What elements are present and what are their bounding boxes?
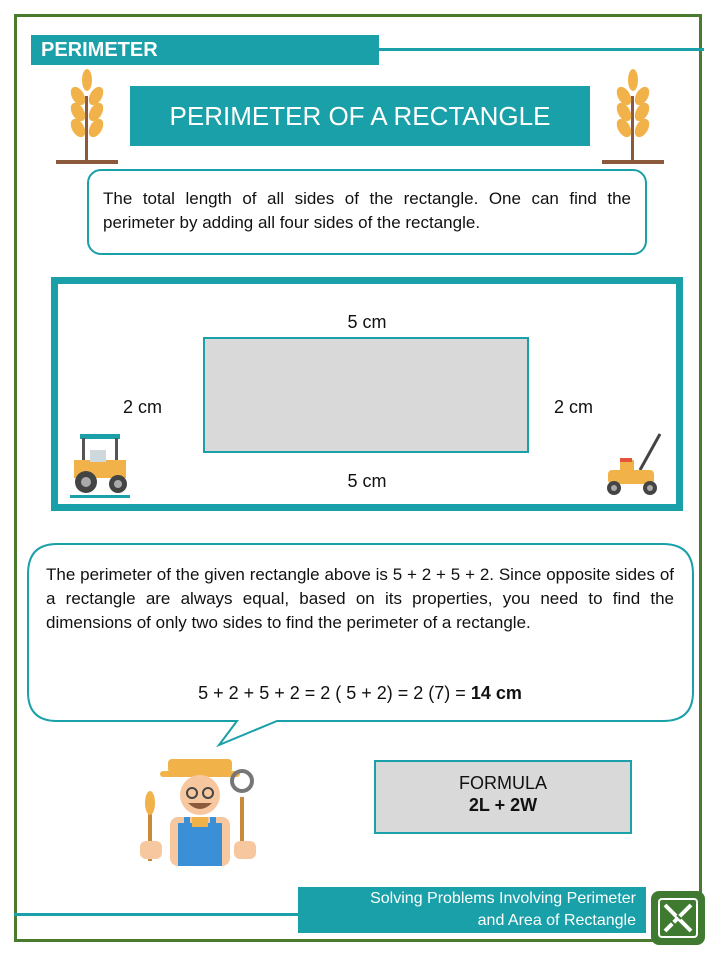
header-rule <box>379 48 704 51</box>
topic-label: PERIMETER <box>31 35 379 65</box>
rectangle-diagram <box>51 277 683 511</box>
footer-line-2: and Area of Rectangle <box>477 912 636 929</box>
top-length-label: 5 cm <box>347 312 387 332</box>
tractor-icon <box>68 432 136 500</box>
page-title: PERIMETER OF A RECTANGLE <box>130 86 590 146</box>
footer-line-1: Solving Problems Involving Perimeter <box>370 890 636 907</box>
formula-label: FORMULA <box>458 773 547 793</box>
rectangle-shape <box>203 337 529 453</box>
pencil-ruler-icon <box>651 891 705 945</box>
formula-box <box>374 760 632 834</box>
farmer-icon <box>140 751 260 866</box>
bottom-length-label: 5 cm <box>347 471 387 491</box>
equation-steps: 5 + 2 + 5 + 2 = 2 ( 5 + 2) = 2 (7) = <box>198 683 471 703</box>
formula-value: 2L + 2W <box>468 795 538 815</box>
left-width-label: 2 cm <box>123 397 163 417</box>
definition-box: The total length of all sides of the rectangle. One can find the perimeter by adding all four sides of the rectangle. <box>87 169 647 255</box>
explanation-text: The perimeter of the given rectangle above is 5 + 2 + 5 + 2. Since opposite sides of a rectangle are always equal, based on its properties, you need to find the dimensions of only two sides to find the perimeter of a rectangle. <box>46 565 674 632</box>
lawn-mower-icon <box>600 430 668 500</box>
equation-result: 14 cm <box>470 683 522 703</box>
right-width-label: 2 cm <box>554 397 594 417</box>
footer-title <box>298 887 646 933</box>
perimeter-equation <box>27 683 693 704</box>
wheat-icon <box>602 68 664 166</box>
footer-rule <box>14 913 298 916</box>
wheat-icon <box>56 68 118 166</box>
